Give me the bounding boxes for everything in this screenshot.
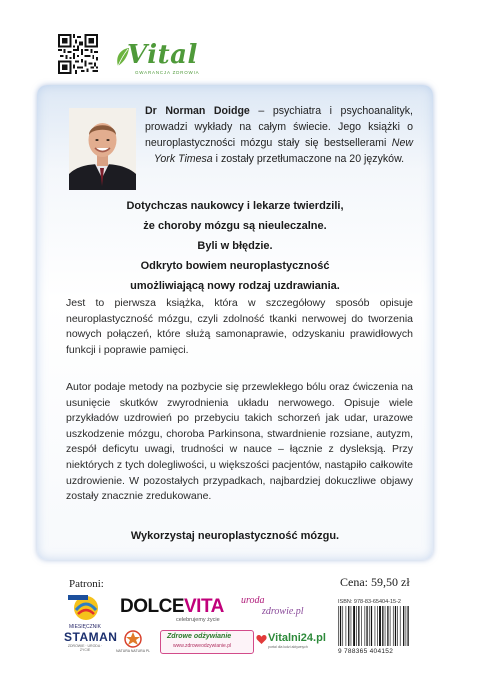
vitalni24-tagline: portal dla ludzi aktywnych xyxy=(268,645,308,649)
quote-line: Dotychczas naukowcy i lekarze twierdzili, xyxy=(126,200,344,212)
barcode-bar xyxy=(340,606,341,646)
sponsor-vitalni24-logo xyxy=(256,632,332,650)
barcode-bar xyxy=(397,606,398,646)
sponsor-zdrowe-odzywianie-logo xyxy=(160,630,254,654)
barcode-number: 9 788365 404152 xyxy=(338,648,394,655)
barcode-bar xyxy=(365,606,366,646)
sponsor-staman-logo: STAMAN xyxy=(64,630,118,644)
sponsor-zdrowie-text: zdrowie.pl xyxy=(262,606,304,617)
barcode-bar xyxy=(382,606,383,646)
barcode-bar xyxy=(377,606,378,646)
barcode-bar xyxy=(379,606,381,646)
barcode-bar xyxy=(338,606,339,646)
dolcevita-tagline: celebrujemy życie xyxy=(176,617,220,623)
barcode-bar xyxy=(351,606,352,646)
barcode-bar xyxy=(393,606,394,646)
qr-code xyxy=(58,34,98,74)
barcode-bar xyxy=(358,606,359,646)
quote-line: umożliwiającą nowy rodzaj uzdrawiania. xyxy=(130,280,340,292)
highlight-quote xyxy=(70,196,400,296)
barcode-bar xyxy=(385,606,386,646)
logo-wordmark: Vital xyxy=(127,40,198,70)
author-bio xyxy=(145,103,413,167)
logo-tagline: GWARANCJA ZDROWIA xyxy=(135,70,200,75)
isbn-label: ISBN: 978-83-65404-15-2 xyxy=(338,599,401,605)
barcode-bar xyxy=(369,606,370,646)
miesiecznik-label: MIESIĘCZNIK xyxy=(69,624,101,630)
quote-line: Byli w błędzie. xyxy=(197,240,273,252)
author-name: Dr Norman Doidge xyxy=(145,105,250,117)
barcode-bar xyxy=(395,606,396,646)
patrons-label: Patroni: xyxy=(69,578,104,590)
description-paragraph: Jest to pierwsza książka, która w szczegółowy sposób opisuje neuroplastyczność mózgu, czyli zdolność tkanki nerwowej do tworzenia nowych połączeń, które służą samonaprawie, odzyskaniu prawidłowych funkcji i poprawie pamięci. xyxy=(66,297,413,356)
barcode-bar xyxy=(371,606,372,646)
barcode-bar xyxy=(356,606,357,646)
zdrowe-odzywianie-url: www.zdroweodzywianie.pl xyxy=(173,643,232,649)
barcode-bar xyxy=(400,606,401,646)
call-to-action: Wykorzystaj neuroplastyczność mózgu. xyxy=(130,530,340,542)
barcode-bar xyxy=(366,606,367,646)
author-bio-text-2: i zostały przetłumaczone na 20 języków. xyxy=(212,153,405,165)
sponsor-zdrowie-logo xyxy=(66,592,106,622)
barcode xyxy=(338,606,413,646)
barcode-bar xyxy=(361,606,362,646)
barcode-bar xyxy=(407,606,408,646)
author-bio-italic: New York Timesa xyxy=(153,137,413,165)
dolce-word: DOLCE xyxy=(120,596,184,617)
sponsor-dolcevita-logo xyxy=(120,596,224,618)
barcode-bar xyxy=(387,606,388,646)
author-photo xyxy=(69,108,136,190)
vita-word: VITA xyxy=(184,596,224,617)
vital-logo xyxy=(113,40,200,80)
natura-label: NATURA NATURA PL xyxy=(116,649,151,653)
quote-line: Odkryto bowiem neuroplastyczność xyxy=(140,260,330,272)
author-bio-text-1: – psychiatra i psychoanalityk, prowadzi wykłady na całym świecie. Jego książki o neuroplastyczności mózgu stały się bestsellerami xyxy=(145,105,413,149)
vitalni24-title: Vitalni24.pl xyxy=(268,632,326,644)
staman-tagline: ZDROWIE · URODA · ŻYCIE xyxy=(67,644,103,652)
barcode-bar xyxy=(346,606,347,646)
barcode-bar xyxy=(403,606,404,646)
description-paragraph: Autor podaje metody na pozbycie się przewlekłego bólu oraz ćwiczenia na usunięcie skutków zwyrodnienia układu nerwowego. Opisuje wiele przykładów uzdrowień po przebyciu takich schorzeń jak udar, urazowe uszkodzenie mózgu, choroba Parkinsona, stwardnienie rozsiane, autyzm, zespół deficytu uwagi, trudności w nauce – łącznie z dysleksją. Przy niektórych z tych dolegliwości, u większości pacjentów, nastąpiło całkowite uzdrowienie. W pozostałych przypadkach, najbardziej dokuczliwe objawy zostały znacznie zredukowane. xyxy=(66,381,413,503)
zdrowe-odzywianie-title: Zdrowe odżywianie xyxy=(167,633,232,640)
barcode-bar xyxy=(348,606,349,646)
quote-line: że choroby mózgu są nieuleczalne. xyxy=(143,220,327,232)
sponsor-uroda-logo: uroda xyxy=(241,595,265,606)
heart-icon xyxy=(256,634,267,645)
barcode-bar xyxy=(353,606,355,646)
barcode-bar xyxy=(406,606,407,646)
price-label: Cena: 59,50 zł xyxy=(340,575,410,589)
barcode-bar xyxy=(375,606,376,646)
barcode-bar xyxy=(342,606,343,646)
barcode-bar xyxy=(390,606,391,646)
